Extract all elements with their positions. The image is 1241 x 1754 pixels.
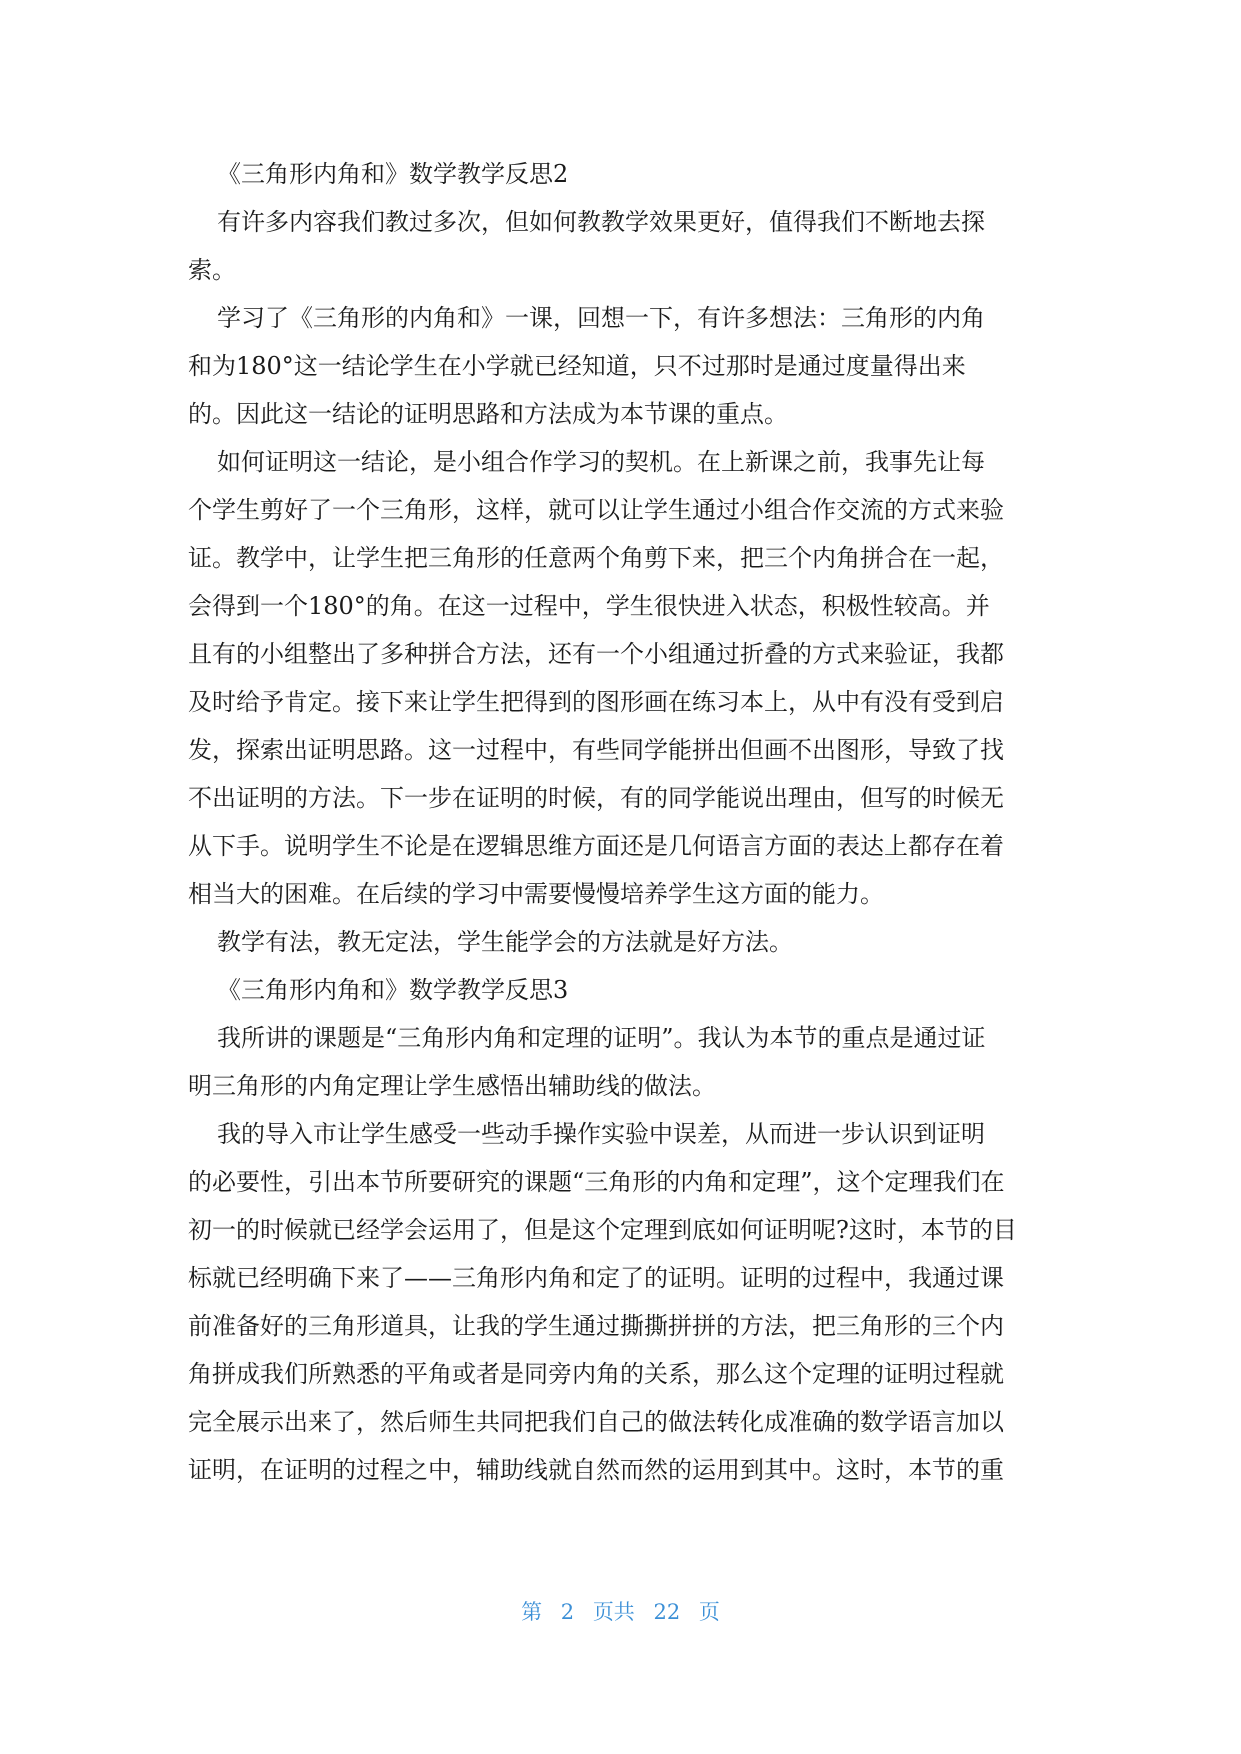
page-footer xyxy=(0,1596,1241,1626)
paragraph-line: 证明，在证明的过程之中，辅助线就自然而然的运用到其中。这时，本节的重 xyxy=(188,1456,1004,1484)
paragraph-line: 和为180°这一结论学生在小学就已经知道，只不过那时是通过度量得出来 xyxy=(188,352,966,380)
paragraph-line: 证。教学中，让学生把三角形的任意两个角剪下来，把三个内角拼合在一起， xyxy=(188,544,1004,572)
paragraph-line: 从下手。说明学生不论是在逻辑思维方面还是几何语言方面的表达上都存在着 xyxy=(188,832,1004,860)
paragraph-line: 前准备好的三角形道具，让我的学生通过撕撕拼拼的方法，把三角形的三个内 xyxy=(188,1312,1004,1340)
paragraph-line: 角拼成我们所熟悉的平角或者是同旁内角的关系，那么这个定理的证明过程就 xyxy=(188,1360,1004,1388)
paragraph-line: 明三角形的内角定理让学生感悟出辅助线的做法。 xyxy=(188,1072,716,1100)
page-suffix: 页 xyxy=(698,1600,720,1624)
paragraph-line: 我所讲的课题是“三角形内角和定理的证明”。我认为本节的重点是通过证 xyxy=(217,1024,986,1052)
paragraph-line: 发，探索出证明思路。这一过程中，有些同学能拼出但画不出图形，导致了找 xyxy=(188,736,1004,764)
paragraph-line: 的。因此这一结论的证明思路和方法成为本节课的重点。 xyxy=(188,400,788,428)
section-heading: 《三角形内角和》数学教学反思3 xyxy=(217,976,569,1004)
paragraph-line: 如何证明这一结论，是小组合作学习的契机。在上新课之前，我事先让每 xyxy=(217,448,985,476)
paragraph-line: 个学生剪好了一个三角形，这样，就可以让学生通过小组合作交流的方式来验 xyxy=(188,496,1004,524)
paragraph-line: 完全展示出来了，然后师生共同把我们自己的做法转化成准确的数学语言加以 xyxy=(188,1408,1004,1436)
section-heading: 《三角形内角和》数学教学反思2 xyxy=(217,160,569,188)
paragraph-line: 我的导入市让学生感受一些动手操作实验中误差，从而进一步认识到证明 xyxy=(217,1120,985,1148)
paragraph-line: 且有的小组整出了多种拼合方法，还有一个小组通过折叠的方式来验证，我都 xyxy=(188,640,1004,668)
paragraph-line: 初一的时候就已经学会运用了，但是这个定理到底如何证明呢?这时，本节的目 xyxy=(188,1216,1017,1244)
paragraph-line: 索。 xyxy=(188,256,236,284)
page-prefix: 第 xyxy=(521,1600,543,1624)
paragraph-line: 学习了《三角形的内角和》一课，回想一下，有许多想法：三角形的内角 xyxy=(217,304,985,332)
paragraph-line: 及时给予肯定。接下来让学生把得到的图形画在练习本上，从中有没有受到启 xyxy=(188,688,1004,716)
paragraph-line: 会得到一个180°的角。在这一过程中，学生很快进入状态，积极性较高。并 xyxy=(188,592,990,620)
page-current: 2 xyxy=(560,1600,575,1624)
page-mid: 页共 xyxy=(592,1600,635,1624)
paragraph-line: 教学有法，教无定法，学生能学会的方法就是好方法。 xyxy=(217,928,793,956)
paragraph-line: 不出证明的方法。下一步在证明的时候，有的同学能说出理由，但写的时候无 xyxy=(188,784,1004,812)
paragraph-line: 相当大的困难。在后续的学习中需要慢慢培养学生这方面的能力。 xyxy=(188,880,884,908)
page-total: 22 xyxy=(653,1600,681,1624)
paragraph-line: 有许多内容我们教过多次，但如何教教学效果更好，值得我们不断地去探 xyxy=(217,208,985,236)
paragraph-line: 的必要性，引出本节所要研究的课题“三角形的内角和定理”，这个定理我们在 xyxy=(188,1168,1005,1196)
paragraph-line: 标就已经明确下来了——三角形内角和定了的证明。证明的过程中，我通过课 xyxy=(188,1264,1004,1292)
